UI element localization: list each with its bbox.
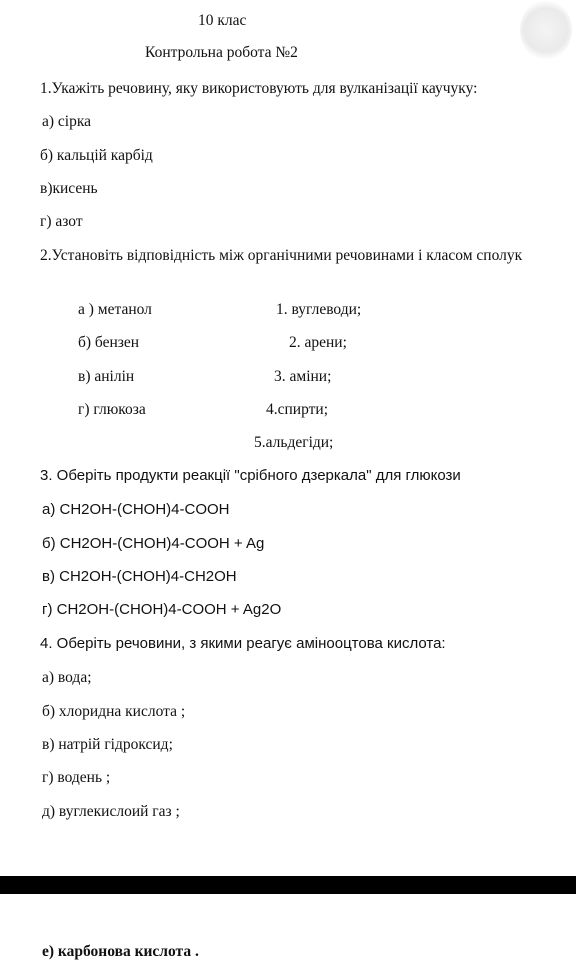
q4-option-b: б) хлоридна кислота ; — [42, 703, 186, 720]
q4-option-d: г) водень ; — [42, 769, 111, 786]
question-4-text: 4. Оберіть речовини, з якими реагує амінооцтова кислота: — [40, 635, 446, 652]
q2-left-a: а ) метанол — [78, 301, 152, 318]
q2-right-3: 3. аміни; — [274, 368, 332, 385]
document-title: Контрольна робота №2 — [145, 44, 298, 61]
q3-option-b: б) CH2OH-(CHOH)4-COOH + Ag — [42, 535, 265, 552]
question-3-text: 3. Оберіть продукти реакції "срібного дзеркала" для глюкози — [40, 467, 461, 484]
q2-left-d: г) глюкоза — [78, 401, 146, 418]
q2-right-2: 2. арени; — [289, 334, 347, 351]
q4-option-a: а) вода; — [42, 669, 92, 686]
q2-left-b: б) бензен — [78, 334, 140, 351]
q2-right-4: 4.спирти; — [266, 401, 329, 418]
q4-option-f: е) карбонова кислота . — [42, 943, 199, 960]
page-divider-bar — [0, 876, 576, 894]
q4-option-e: д) вуглекислоий газ ; — [42, 803, 180, 820]
grade-label: 10 клас — [198, 12, 247, 29]
q1-option-a: а) сірка — [42, 113, 92, 130]
q3-option-a: а) CH2OH-(CHOH)4-COOH — [42, 501, 230, 518]
question-2-text: 2.Установіть відповідність між органічними речовинами і класом сполук — [40, 247, 523, 264]
q3-option-c: в) CH2OH-(CHOH)4-CH2OH — [42, 568, 237, 585]
q3-option-d: г) CH2OH-(CHOH)4-COOH + Ag2O — [42, 601, 282, 618]
q2-right-1: 1. вуглеводи; — [276, 301, 362, 318]
corner-blur-mark — [520, 0, 572, 60]
q4-option-c: в) натрій гідроксид; — [42, 736, 173, 753]
q2-right-5: 5.альдегіди; — [254, 434, 334, 451]
q1-option-d: г) азот — [40, 213, 83, 230]
q1-option-b: б) кальцій карбід — [40, 147, 153, 164]
question-1-text: 1.Укажіть речовину, яку використовують для вулканізації каучуку: — [40, 80, 478, 97]
q2-left-c: в) анілін — [78, 368, 135, 385]
q1-option-c: в)кисень — [40, 180, 98, 197]
